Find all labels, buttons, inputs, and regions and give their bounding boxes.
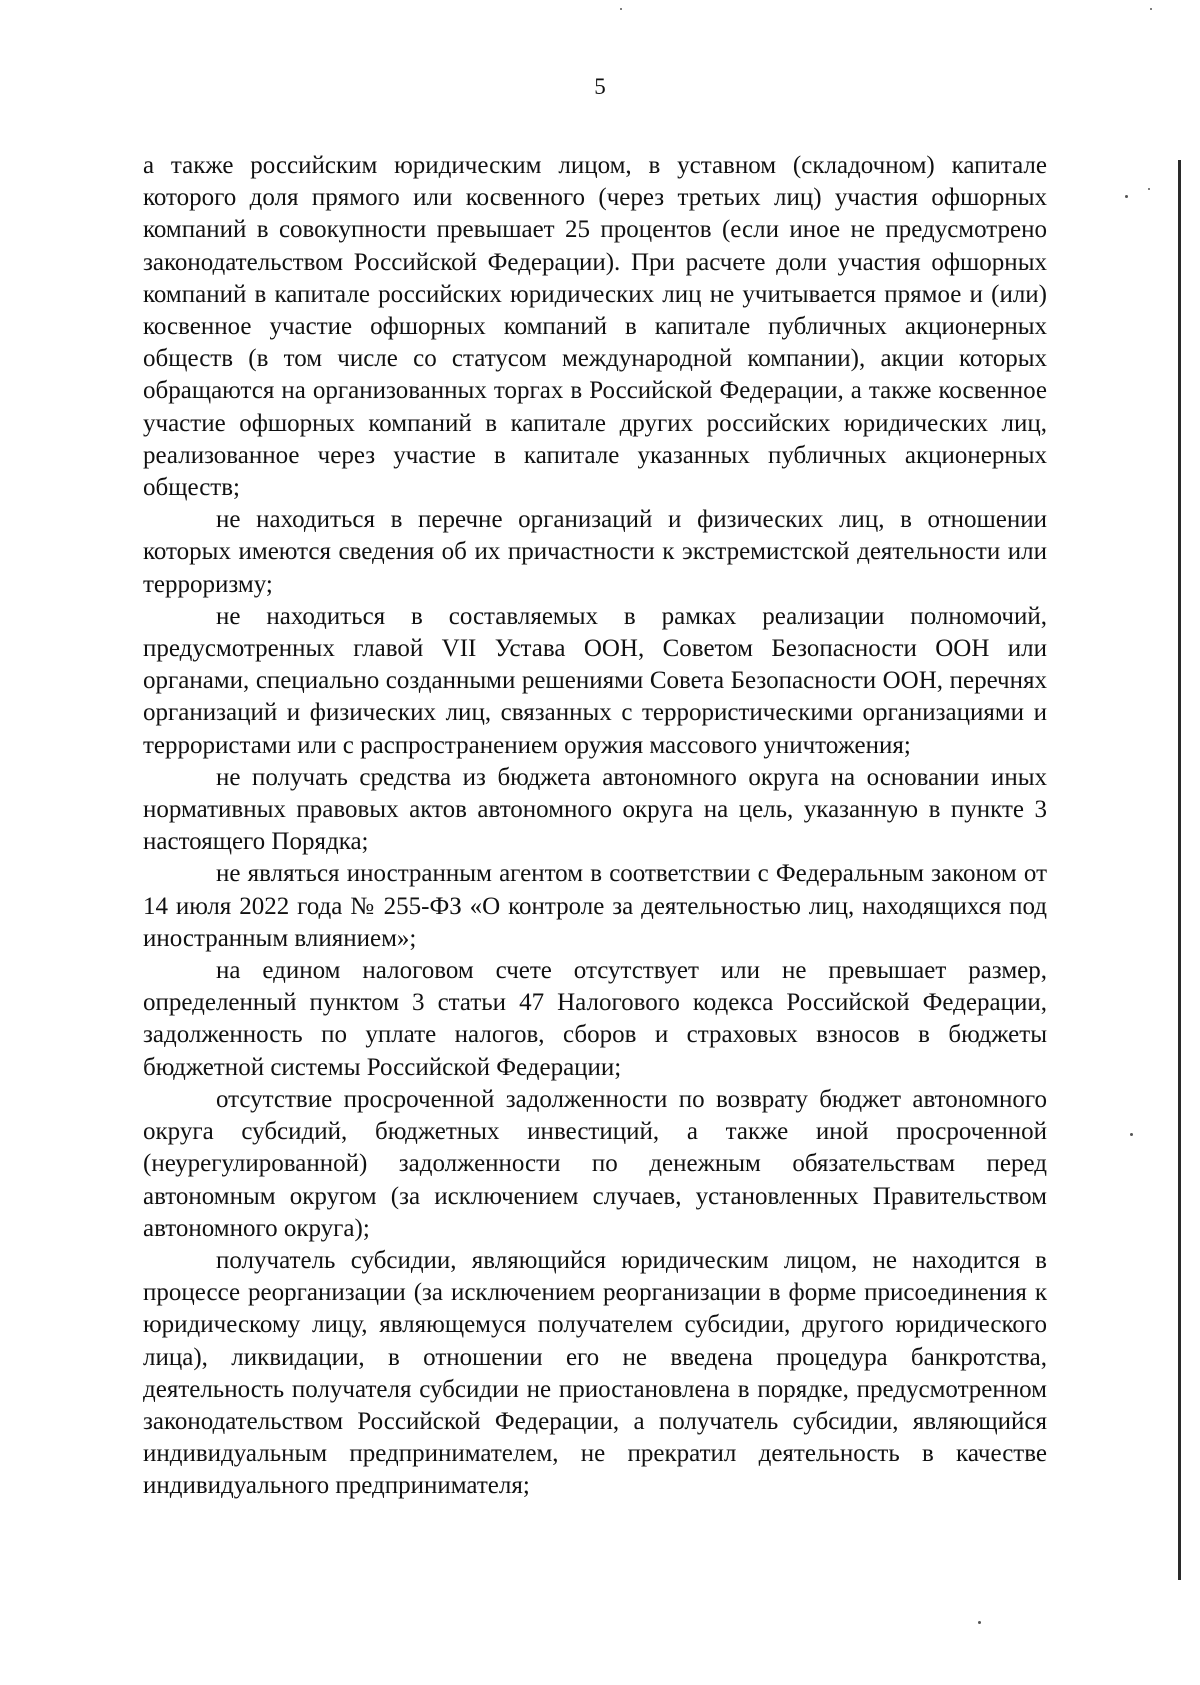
document-body bbox=[143, 150, 1047, 1503]
scan-speck bbox=[1148, 188, 1150, 190]
scan-speck bbox=[620, 8, 622, 10]
paragraph-foreign-agent: не являться иностранным агентом в соответствии с Федеральным законом от 14 июля 2022 года № 255-ФЗ «О контроле за деятельностью лиц, находящихся под иностранным влиянием»; bbox=[143, 860, 1047, 952]
scan-margin-line bbox=[1178, 160, 1181, 1580]
page-number: 5 bbox=[594, 74, 606, 99]
paragraph-un-security-council-list: не находиться в составляемых в рамках реализации полномочий, предусмотренных главой VII Устава ООН, Советом Безопасности ООН или органами, специально созданными решениями Совета Безопасности ООН, перечнях организаций и физических лиц, связанных с террористическими организациями и террористами или с распространением оружия массового уничтожения; bbox=[143, 602, 1047, 759]
paragraph-extremism-list: не находиться в перечне организаций и физических лиц, в отношении которых имеются сведения об их причастности к экстремистской деятельности или терроризму; bbox=[143, 506, 1047, 598]
paragraph-offshore-companies: а также российским юридическим лицом, в уставном (складочном) капитале которого доля прямого или косвенного (через третьих лиц) участия офшорных компаний в совокупности превышает 25 процентов (если иное не предусмотрено законодательством Российской Федерации). При расчете доли участия офшорных компаний в капитале российских юридических лиц не учитывается прямое и (или) косвенное участие офшорных компаний в капитале публичных акционерных обществ (в том числе со статусом международной компании), акции которых обращаются на организованных торгах в Российской Федерации, а также косвенное участие офшорных компаний в капитале других российских юридических лиц, реализованное через участие в капитале указанных публичных акционерных обществ; bbox=[143, 152, 1047, 502]
paragraph-overdue-debt: отсутствие просроченной задолженности по возврату бюджет автономного округа субсидий, бюджетных инвестиций, а также иной просроченной (неурегулированной) задолженности по денежным обязательствам перед автономным округом (за исключением случаев, установленных Правительством автономного округа); bbox=[143, 1085, 1047, 1242]
scan-speck bbox=[1130, 1133, 1133, 1136]
paragraph-tax-debt: на едином налоговом счете отсутствует или не превышает размер, определенный пунктом 3 статьи 47 Налогового кодекса Российской Федерации, задолженность по уплате налогов, сборов и страховых взносов в бюджеты бюджетной системы Российской Федерации; bbox=[143, 957, 1047, 1081]
scan-speck bbox=[978, 1621, 981, 1624]
paragraph-no-other-budget-funds: не получать средства из бюджета автономного округа на основании иных нормативных правовых актов автономного округа на цель, указанную в пункте 3 настоящего Порядка; bbox=[143, 763, 1047, 856]
scan-speck bbox=[1125, 195, 1128, 198]
paragraph-reorganization-bankruptcy: получатель субсидии, являющийся юридическим лицом, не находится в процессе реорганизации (за исключением реорганизации в форме присоединения к юридическому лицу, являющемуся получателем субсидии, другого юридического лица), ликвидации, в отношении его не введена процедура банкротства, деятельность получателя субсидии не приостановлена в порядке, предусмотренном законодательством Российской Федерации, а получатель субсидии, являющийся индивидуальным предпринимателем, не прекратил деятельность в качестве индивидуального предпринимателя; bbox=[143, 1246, 1047, 1500]
scan-speck bbox=[1150, 8, 1152, 10]
